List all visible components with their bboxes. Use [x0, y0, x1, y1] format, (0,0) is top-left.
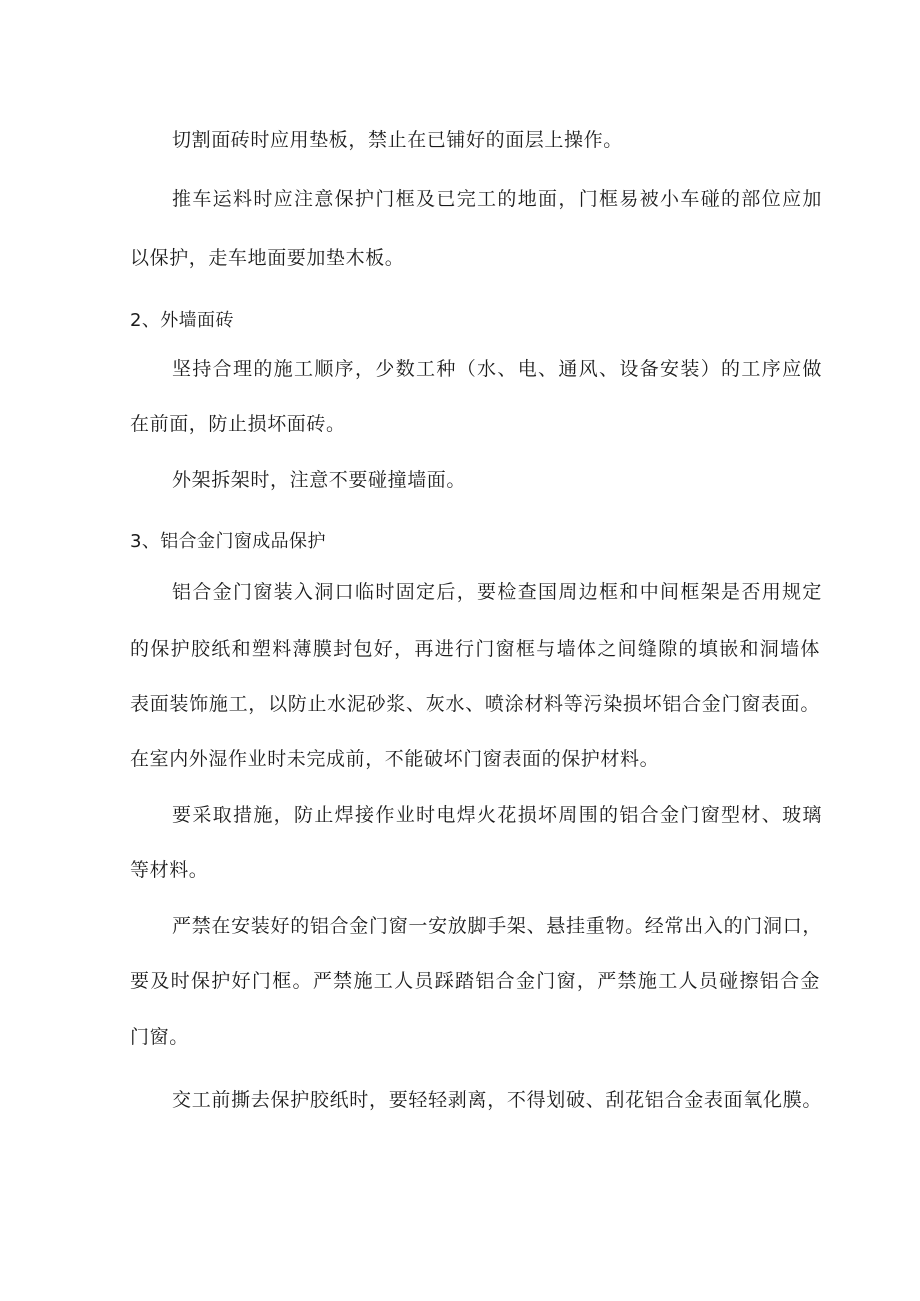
paragraph-line: 坚持合理的施工顺序，少数工种（水、电、通风、设备安装）的工序应做	[172, 358, 822, 380]
paragraph-line: 表面装饰施工，以防止水泥砂浆、灰水、喷涂材料等污染损坏铝合金门窗表面。	[130, 693, 820, 715]
paragraph-line: 等材料。	[130, 859, 209, 881]
paragraph-line: 外架拆架时，注意不要碰撞墙面。	[172, 469, 467, 491]
paragraph-line: 以保护，走车地面要加垫木板。	[130, 247, 405, 269]
paragraph-line: 推车运料时应注意保护门框及已完工的地面，门框易被小车碰的部位应加	[172, 188, 822, 210]
paragraph-line: 门窗。	[130, 1026, 189, 1048]
paragraph-line: 严禁在安装好的铝合金门窗一安放脚手架、悬挂重物。经常出入的门洞口，	[172, 915, 822, 937]
paragraph-line: 的保护胶纸和塑料薄膜封包好，再进行门窗框与墙体之间缝隙的填嵌和洞墙体	[130, 638, 820, 660]
paragraph-line: 在前面，防止损坏面砖。	[130, 413, 346, 435]
section-heading: 2、外墙面砖	[130, 310, 234, 331]
paragraph-line: 切割面砖时应用垫板，禁止在已铺好的面层上操作。	[172, 129, 623, 151]
paragraph-line: 铝合金门窗装入洞口临时固定后，要检查国周边框和中间框架是否用规定	[172, 581, 822, 603]
paragraph-line: 在室内外湿作业时未完成前，不能破坏门窗表面的保护材料。	[130, 748, 660, 770]
section-heading: 3、铝合金门窗成品保护	[130, 531, 326, 552]
paragraph-line: 要及时保护好门框。严禁施工人员踩踏铝合金门窗，严禁施工人员碰擦铝合金	[130, 970, 820, 992]
paragraph-line: 要采取措施，防止焊接作业时电焊火花损坏周围的铝合金门窗型材、玻璃	[172, 804, 822, 826]
paragraph-line: 交工前撕去保护胶纸时，要轻轻剥离，不得划破、刮花铝合金表面氧化膜。	[172, 1089, 822, 1111]
